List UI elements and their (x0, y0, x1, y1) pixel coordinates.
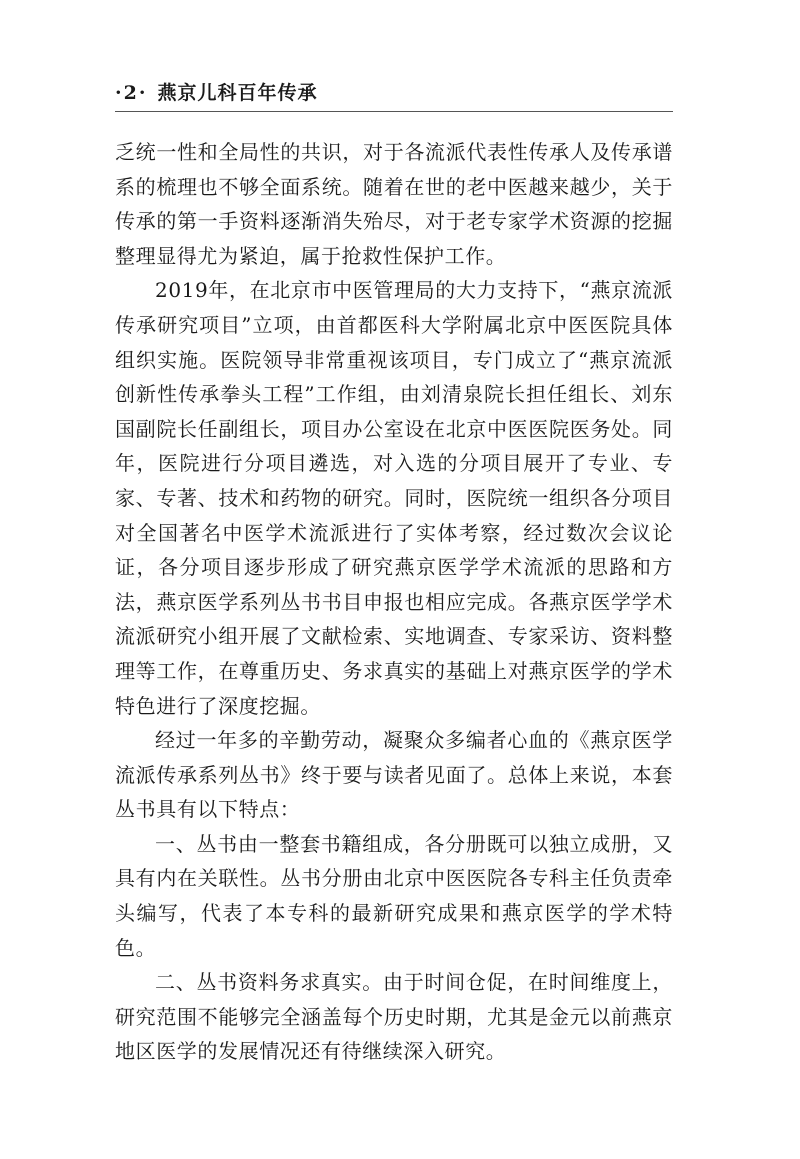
paragraph-1: 乏统一性和全局性的共识，对于各流派代表性传承人及传承谱系的梳理也不够全面系统。随着在世的老中医越来越少，关于传承的第一手资料逐渐消失殆尽，对于老专家学术资源的挖掘整理显得尤为紧迫，属于抢救性保护工作。 (115, 140, 673, 268)
paragraph-3: 经过一年多的辛勤劳动，凝聚众多编者心血的《燕京医学流派传承系列丛书》终于要与读者见面了。总体上来说，本套丛书具有以下特点： (115, 728, 673, 822)
running-header (115, 78, 673, 108)
paragraph-4: 一、丛书由一整套书籍组成，各分册既可以独立成册，又具有内在关联性。丛书分册由北京中医医院各专科主任负责牵头编写，代表了本专科的最新研究成果和燕京医学的学术特色。 (115, 831, 673, 960)
paragraph-2: 2019年，在北京市中医管理局的大力支持下，“燕京流派传承研究项目”立项，由首都医科大学附属北京中医医院具体组织实施。医院领导非常重视该项目，专门成立了“燕京流派创新性传承拳头工程”工作组，由刘清泉院长担任组长、刘东国副院长任副组长，项目办公室设在北京中医医院医务处。同年，医院进行分项目遴选，对入选的分项目展开了专业、专家、专著、技术和药物的研究。同时，医院统一组织各分项目对全国著名中医学术流派进行了实体考察，经过数次会议论证，各分项目逐步形成了研究燕京医学学术流派的思路和方法，燕京医学系列丛书书目申报也相应完成。各燕京医学学术流派研究小组开展了文献检索、实地调查、专家采访、资料整理等工作，在尊重历史、务求真实的基础上对燕京医学的学术特色进行了深度挖掘。 (115, 278, 673, 718)
book-title: 燕京儿科百年传承 (157, 82, 318, 104)
page-number: ·2· (115, 82, 148, 104)
paragraph-5: 二、丛书资料务求真实。由于时间仓促，在时间维度上，研究范围不能够完全涵盖每个历史时期，尤其是金元以前燕京地区医学的发展情况还有待继续深入研究。 (115, 970, 673, 1064)
header-divider (115, 111, 673, 112)
body-text (115, 135, 673, 1069)
